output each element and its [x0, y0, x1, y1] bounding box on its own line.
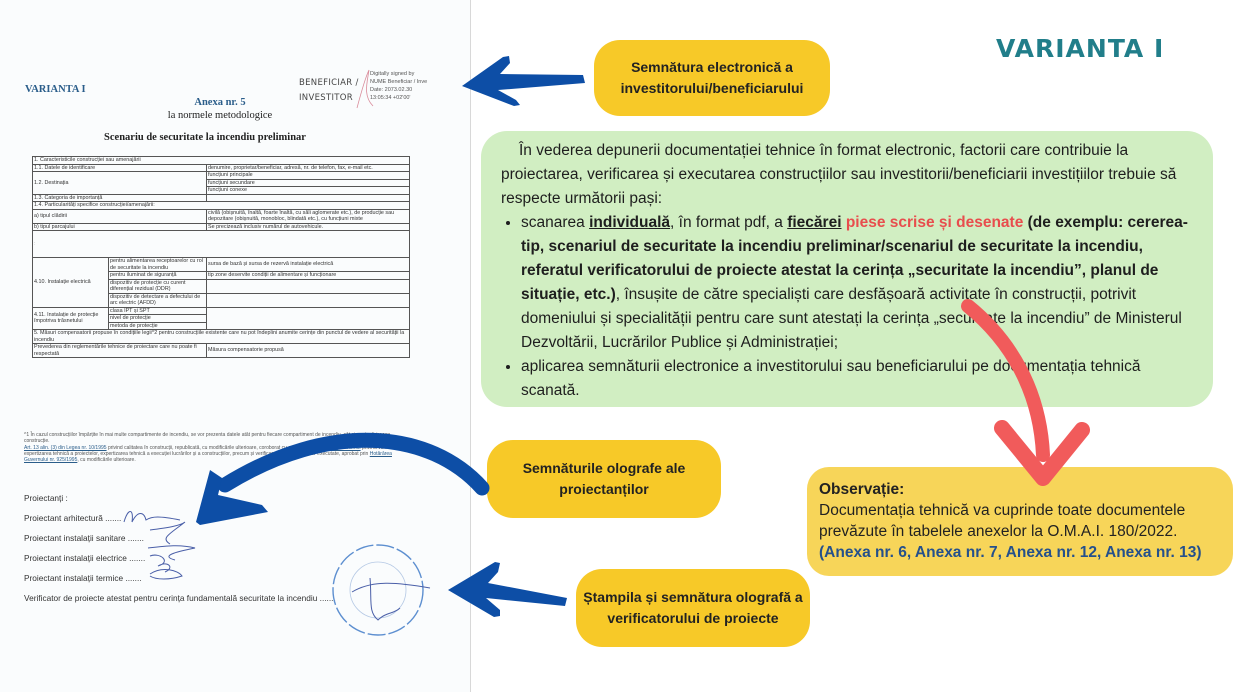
table-cell: 5. Măsuri compensatorii propuse în condițiile legii^2 pentru construcțiile existente care nu pot îndeplini anumite cerințe din punctul de vedere al securității la incendiu	[33, 330, 410, 344]
annex-subtitle: la normele metodologice	[167, 110, 273, 121]
callout-handwritten-signatures: Semnăturile olografe ale proiectanților	[487, 440, 721, 518]
table-cell: 1.2. Destinația	[33, 172, 207, 195]
table-cell: a) tipul clădirii	[33, 209, 207, 223]
footnote-link[interactable]: Hotărârea Guvernului nr. 925/1995	[24, 450, 392, 464]
table-cell: metoda de protecție	[109, 322, 207, 330]
info-step: • aplicarea semnăturii electronice a investitorului sau beneficiarului pe documentația tehnică scanată.	[521, 355, 1195, 403]
scanned-document-page	[0, 0, 471, 692]
table-cell: Măsura compensatorie propusă	[207, 344, 410, 358]
step-text: , în format pdf, a	[670, 214, 788, 231]
signer-line: Proiectanți :	[24, 493, 68, 503]
table-cell: Se precizează inclusiv numărul de autovehicule.	[207, 223, 410, 231]
table-cell: pentru alimentarea receptoarelor cu rol de securitate la incendiu	[109, 258, 207, 272]
table-cell: dispozitiv de protecție cu curent diferențial rezidual (DDR)	[109, 279, 207, 293]
footnote-text: , cu modificările ulterioare.	[77, 457, 136, 464]
step-text: , însușite de către specialiști care desfășoară activitate în construcții, potrivit domeniului și specialității pentru care sunt atestați la cerința „securitate la incendiu” de Ministerul Dezvoltării, Lucrărilor Publice și Administrației;	[521, 286, 1182, 351]
signer-line: Proiectant instalații electrice .......	[24, 553, 146, 563]
footnote-text: și	[299, 444, 307, 451]
footnote-text: privind verificarea și expertizarea tehnică a proiectelor, expertizarea tehnică a execuției lucrărilor și a construcțiilor, precum și verificarea calității lucrărilor executate, aprobat prin	[24, 444, 407, 457]
callout-electronic-signature: Semnătura electronică a investitorului/beneficiarului	[594, 40, 830, 116]
table-cell: clasa IPT și SPT	[109, 307, 207, 315]
callout-stamp: Ștampila și semnătura olografă a verificatorului de proiecte	[576, 569, 810, 647]
document-title: Scenariu de securitate la incendiu preliminar	[104, 132, 306, 143]
step-text: scanarea	[521, 214, 590, 231]
signature-info-line: Date: 2073.02.30	[370, 87, 413, 93]
table-cell: Prevederea din reglementările tehnice de proiectare care nu poate fi respectată	[33, 344, 207, 358]
signature-info-line: NUME Beneficiar / Inve	[370, 79, 428, 85]
table-cell: 1.4. Particularități specifice construcției/amenajării:	[33, 202, 410, 210]
signer-line: Verificator de proiecte atestat pentru cerința fundamentală securitate la incendiu .......	[24, 593, 336, 603]
info-step	[521, 211, 1195, 355]
table-cell: 1. Caracteristicile construcției sau amenajării	[33, 157, 410, 165]
arrow-left-icon	[462, 56, 585, 106]
table-cell: funcțiuni principale	[207, 172, 410, 180]
table-cell: 1.3. Categoria de importanță	[33, 194, 207, 202]
table-cell: 4.11. Instalație de protecție împotriva trăsnetului	[33, 307, 109, 330]
observation-box	[807, 467, 1233, 576]
table-cell: 4.10. Instalație electrică	[33, 258, 109, 308]
signature-info-line: Digitally signed by	[370, 71, 415, 77]
info-steps-list	[501, 211, 1195, 403]
step-emphasis: fiecărei	[787, 214, 842, 231]
table-cell: civilă (obișnuită, înaltă, foarte înaltă, cu săli aglomerate etc.), de producție sau depozitare (obișnuită, monobloc, blindată etc.), cu funcțiuni mixte	[207, 209, 410, 223]
signature-role-line: INVESTITOR	[299, 93, 353, 103]
observation-references: (Anexa nr. 6, Anexa nr. 7, Anexa nr. 12, Anexa nr. 13)	[819, 544, 1202, 561]
step-emphasis: individuală	[589, 214, 671, 231]
table-cell: funcțiuni secundare	[207, 179, 410, 187]
observation-text: Documentația tehnică va cuprinde toate documentele prevăzute în tabelele anexelor la O.M.A.I. 180/2022.	[819, 502, 1186, 540]
table-cell: 1.1. Datele de identificare	[33, 164, 207, 172]
table-cell: pentru iluminat de siguranță	[109, 272, 207, 280]
annex-number: Anexa nr. 5	[194, 97, 246, 108]
variant-title: VARIANTA I	[996, 34, 1165, 63]
signer-line: Proiectant arhitectură .......	[24, 513, 122, 523]
table-cell: :	[33, 231, 410, 258]
footnote-link[interactable]: Art. 13 alin. (3) din Legea nr. 10/1995	[24, 444, 107, 451]
footnote-link[interactable]: art. 9	[288, 444, 300, 451]
signer-line: Proiectant instalații termice .......	[24, 573, 142, 583]
table-cell: denumire, proprietar/beneficiar, adresă, nr. de telefon, fax, e-mail etc.	[207, 164, 410, 172]
step-examples: (de exemplu: cererea-tip, scenariul de securitate la incendiu preliminar/scenariul de securitate la incendiu, referatul verificatorului de proiecte atestat la cerința „securitate la incendiu”, planul de situație, etc.)	[521, 214, 1188, 303]
table-cell: tip zone deservite condiții de alimentare și funcționare	[207, 272, 410, 280]
signer-line: Proiectant instalații sanitare .......	[24, 533, 144, 543]
table-cell: b) tipul parcajului	[33, 223, 207, 231]
verifier-stamp-icon	[333, 545, 430, 635]
handwritten-marks	[0, 0, 470, 692]
table-cell: sursa de bază și sursa de rezervă instalație electrică	[207, 258, 410, 272]
table-cell: nivel de protecție	[109, 315, 207, 323]
signature-info-line: 13:05:34 +02'00'	[370, 95, 411, 101]
document-variant-label: VARIANTA I	[25, 84, 86, 95]
table-cell: funcțiuni conexe	[207, 187, 410, 195]
footnote-text: privind calitatea în construcții, republicată, cu modificările ulterioare, coroborat cu	[106, 444, 289, 451]
table-cell: dispozitiv de detectare a defectului de arc electric (AFDD)	[109, 293, 207, 307]
step-highlight: piese scrise și desenate	[841, 214, 1024, 231]
signature-role-line: BENEFICIAR /	[299, 78, 359, 88]
info-intro: În vederea depunerii documentației tehnice în format electronic, factorii care contribuie la proiectarea, verificarea și executarea construcțiilor sau investitorii/beneficiarii investițiilor trebuie să respecte următorii pași:	[501, 142, 1177, 207]
handwritten-signature-icon	[124, 512, 195, 580]
footnote-1: ^1 În cazul construcțiilor împărțite în mai multe compartimente de incendiu, se vor prezenta datele atât pentru fiecare compartiment de incendiu, cât și pentru întreaga construcție.	[24, 432, 391, 445]
observation-title: Observație:	[819, 481, 905, 498]
footnote-link[interactable]: art. 12 din Regulamentul	[306, 444, 361, 451]
info-box	[481, 131, 1213, 407]
